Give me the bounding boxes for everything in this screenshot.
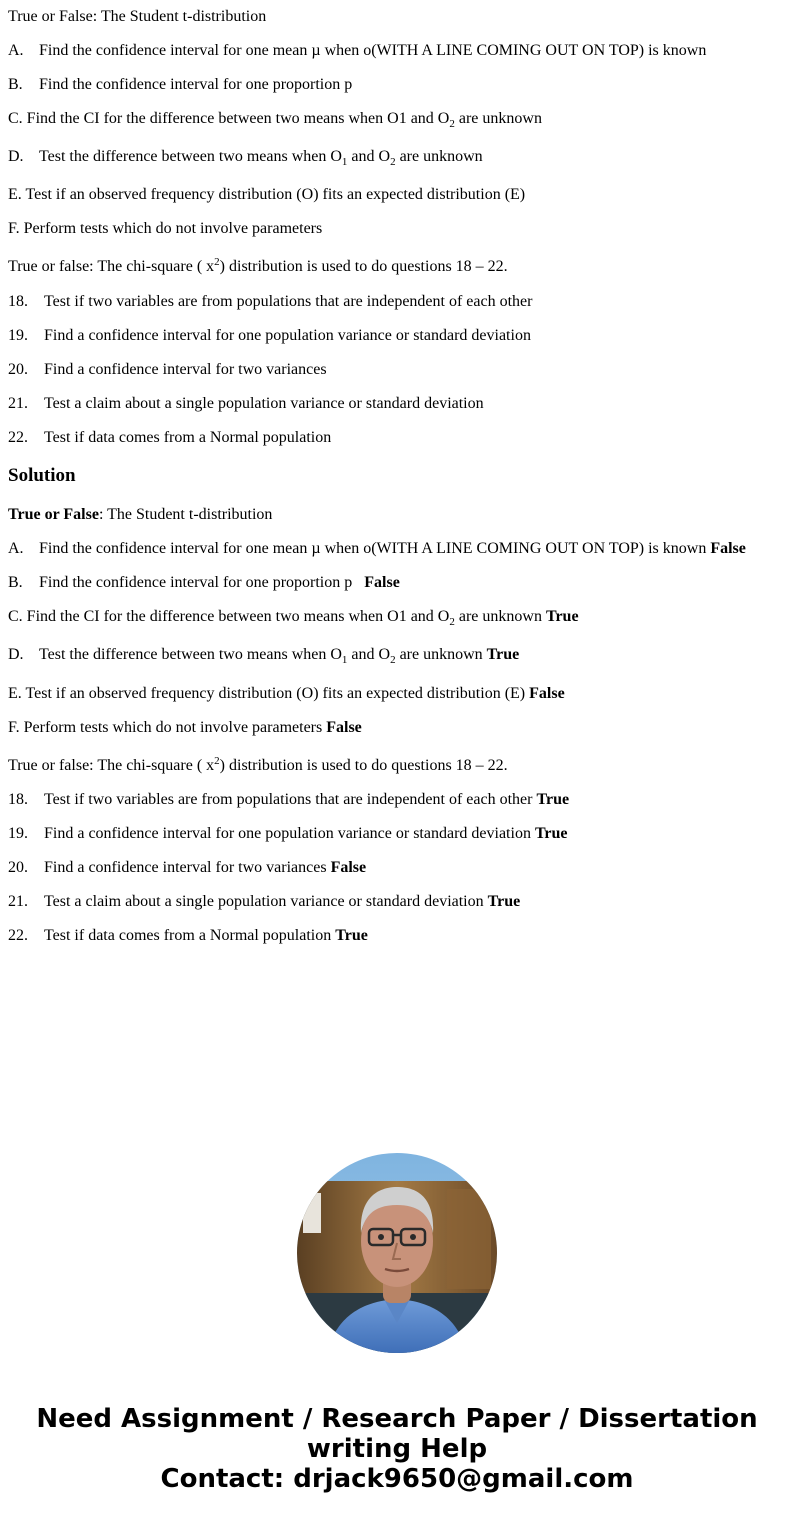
question-c	[8, 109, 542, 129]
question-21	[8, 394, 484, 414]
question-label: B.	[8, 574, 23, 591]
question-label: B.	[8, 76, 23, 93]
question-label: A.	[8, 540, 24, 557]
question-text: Find a confidence interval for one population variance or standard deviation	[44, 327, 531, 344]
question-a	[8, 41, 706, 61]
question-text-end: are unknown	[395, 646, 483, 663]
question-intro	[8, 7, 266, 27]
question-text-end: are unknown	[454, 608, 542, 625]
footer-line-2: writing Help	[306, 1434, 488, 1464]
question-text: Find the CI for the difference between two means when O1 and O	[26, 608, 450, 625]
answer-value: False	[330, 859, 367, 876]
solution-heading: Solution	[8, 465, 76, 486]
question-intro-text: True or False: The Student t-distribution	[8, 8, 267, 25]
question-label: E.	[8, 685, 22, 702]
question-text: Test if data comes from a Normal population	[44, 927, 332, 944]
footer-contact[interactable]: Contact: drjack9650@gmail.com	[160, 1464, 634, 1494]
answer-18	[8, 790, 569, 810]
question-text: Find a confidence interval for two variances	[44, 859, 327, 876]
question-text: Test if an observed frequency distribution (O) fits an expected distribution (E)	[25, 685, 526, 702]
question-text: Find the confidence interval for one proportion p	[39, 574, 353, 591]
answer-19	[8, 824, 568, 844]
subscript: 1	[341, 654, 348, 666]
subscript: 2	[390, 156, 396, 168]
subscript: 2	[390, 654, 396, 666]
chi-square-intro	[8, 257, 508, 277]
question-number: 18.	[8, 293, 28, 310]
answer-20	[8, 858, 366, 878]
question-text: Find the CI for the difference between two means when O1 and O	[26, 110, 450, 127]
answer-e	[8, 684, 565, 704]
chi-intro-text: True or false: The chi-square ( x	[8, 258, 215, 275]
question-f	[8, 219, 322, 239]
chi-intro-text-end: ) distribution is used to do questions 18 – 22.	[219, 757, 508, 774]
superscript: 2	[214, 256, 220, 268]
solution-chi-square-intro	[8, 756, 508, 776]
question-label: C.	[8, 110, 23, 127]
answer-value: False	[710, 540, 746, 557]
question-text: Test if data comes from a Normal population	[44, 429, 332, 446]
answer-value: True	[545, 608, 579, 625]
subscript: 2	[449, 118, 455, 130]
question-text-end: are unknown	[454, 110, 542, 127]
answer-value: True	[534, 825, 568, 842]
answer-a	[8, 539, 746, 559]
question-label: C.	[8, 608, 23, 625]
answer-value: True	[487, 893, 521, 910]
answer-c	[8, 607, 579, 627]
superscript: 2	[214, 755, 220, 767]
question-text-end: are unknown	[395, 148, 483, 165]
question-text: Find the confidence interval for one proportion p	[39, 76, 353, 93]
question-text: Test the difference between two means when O	[39, 646, 342, 663]
question-text: Test a claim about a single population variance or standard deviation	[44, 893, 484, 910]
solution-intro-text: : The Student t-distribution	[98, 506, 273, 523]
question-number: 20.	[8, 361, 28, 378]
answer-b	[8, 573, 400, 593]
answer-d	[8, 645, 519, 665]
question-label: F.	[8, 719, 20, 736]
question-number: 18.	[8, 791, 28, 808]
question-18	[8, 292, 532, 312]
answer-value: False	[529, 685, 565, 702]
question-label: D.	[8, 646, 24, 663]
question-number: 19.	[8, 327, 28, 344]
answer-value: True	[486, 646, 520, 663]
question-19	[8, 326, 531, 346]
chi-intro-text-end: ) distribution is used to do questions 18 – 22.	[219, 258, 508, 275]
chi-intro-text: True or false: The chi-square ( x	[8, 757, 215, 774]
question-label: D.	[8, 148, 24, 165]
question-text: Test a claim about a single population variance or standard deviation	[44, 395, 484, 412]
question-number: 22.	[8, 927, 28, 944]
question-text: Test if two variables are from populations that are independent of each other	[44, 791, 533, 808]
solution-intro	[8, 505, 272, 525]
question-number: 19.	[8, 825, 28, 842]
subscript: 1	[341, 156, 348, 168]
question-number: 21.	[8, 893, 28, 910]
answer-value: False	[326, 719, 362, 736]
answer-value: True	[335, 927, 368, 944]
answer-22	[8, 926, 368, 946]
question-text: Find a confidence interval for one population variance or standard deviation	[44, 825, 531, 842]
answer-21	[8, 892, 520, 912]
question-text: Test if two variables are from populations that are independent of each other	[44, 293, 533, 310]
answer-f	[8, 718, 362, 738]
question-20	[8, 360, 327, 380]
question-text: Test if an observed frequency distribution (O) fits an expected distribution (E)	[25, 186, 526, 203]
question-text-mid: and O	[347, 646, 391, 663]
question-b	[8, 75, 352, 95]
question-text: Test the difference between two means when O	[39, 148, 342, 165]
footer-line-1: Need Assignment / Research Paper / Dissertation	[36, 1404, 758, 1434]
question-number: 21.	[8, 395, 28, 412]
question-number: 20.	[8, 859, 28, 876]
question-22	[8, 428, 331, 448]
question-text: Find the confidence interval for one mean µ when o(WITH A LINE COMING OUT ON TOP) is known	[39, 540, 707, 557]
question-e	[8, 185, 525, 205]
question-text: Perform tests which do not involve parameters	[23, 220, 323, 237]
question-label: F.	[8, 220, 20, 237]
answer-value: True	[536, 791, 570, 808]
answer-value: False	[364, 574, 400, 591]
question-text: Find a confidence interval for two variances	[44, 361, 327, 378]
subscript: 2	[449, 616, 455, 628]
author-photo-graphic	[297, 1153, 497, 1353]
question-label: A.	[8, 42, 24, 59]
author-photo-icon	[297, 1153, 497, 1353]
question-text-mid: and O	[347, 148, 391, 165]
question-text: Perform tests which do not involve parameters	[23, 719, 323, 736]
question-label: E.	[8, 186, 22, 203]
question-text: Find the confidence interval for one mean µ when o(WITH A LINE COMING OUT ON TOP) is known	[39, 42, 707, 59]
question-d	[8, 147, 483, 167]
question-number: 22.	[8, 429, 28, 446]
solution-intro-bold: True or False	[8, 506, 99, 523]
